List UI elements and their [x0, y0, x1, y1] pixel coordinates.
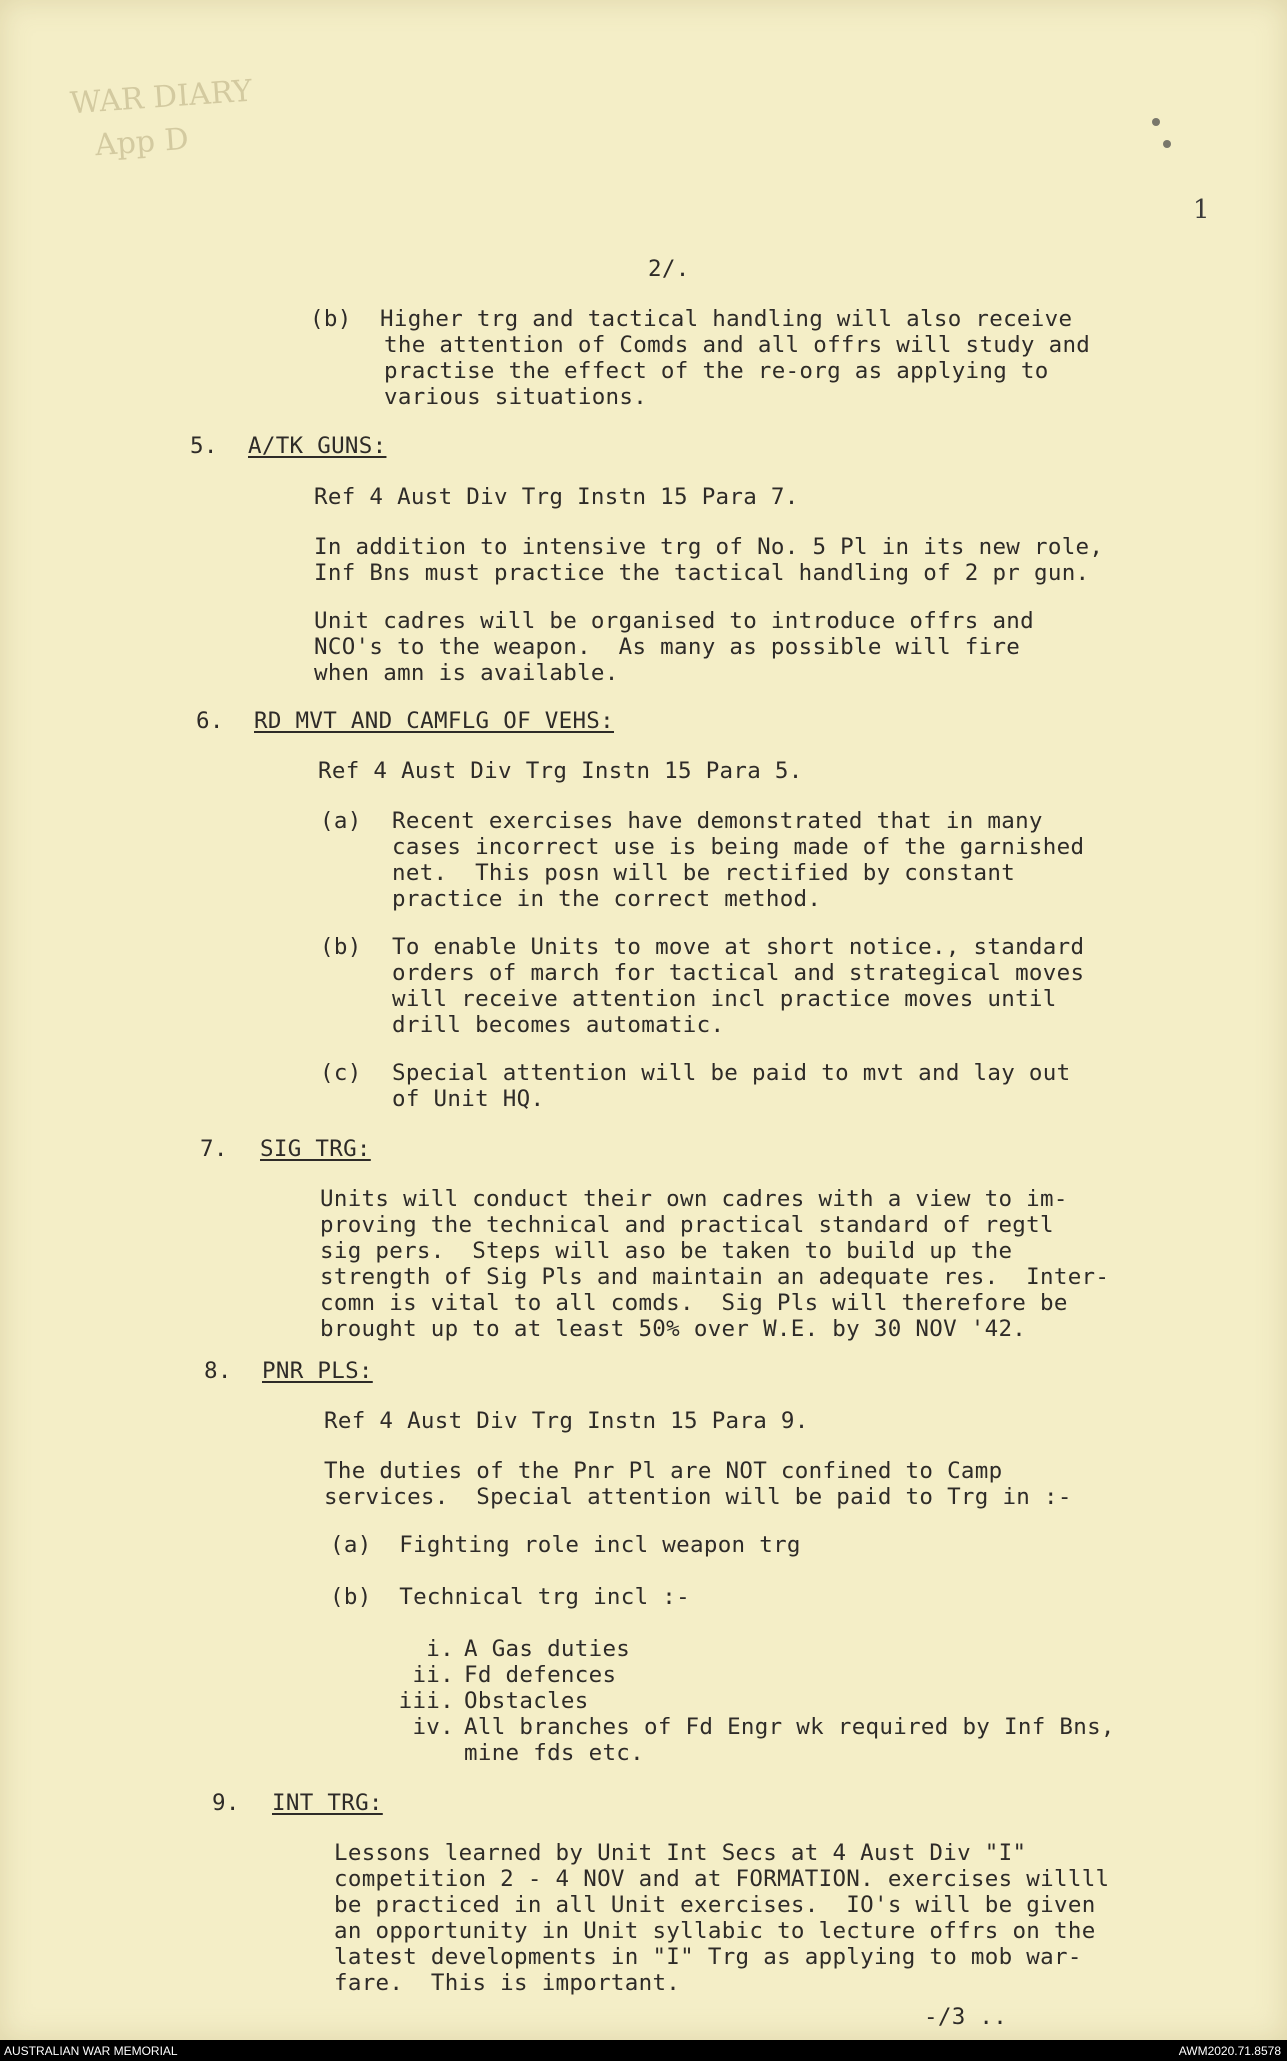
text-line: of Unit HQ. — [392, 1086, 545, 1112]
text-line: services. Special attention will be paid to Trg in :- — [324, 1484, 1072, 1510]
list-item: (a) Fighting role incl weapon trg — [330, 1532, 801, 1558]
punch-mark — [1163, 140, 1171, 148]
footer-source: AUSTRALIAN WAR MEMORIAL — [4, 2044, 178, 2058]
section-heading: RD MVT AND CAMFLG OF VEHS: — [254, 708, 614, 734]
sub-item-continued: mine fds etc. — [464, 1740, 644, 1766]
list-item: (b) Technical trg incl :- — [330, 1584, 690, 1610]
text-line: competition 2 - 4 NOV and at FORMATION. exercises willll — [334, 1866, 1110, 1892]
text-line: when amn is available. — [314, 660, 619, 686]
text-line: net. This posn will be rectified by constant — [392, 860, 1016, 886]
text-line: various situations. — [384, 384, 648, 410]
faint-ink-mark: WAR DIARY — [69, 73, 254, 122]
section-number: 7. — [200, 1136, 228, 1162]
text-line: To enable Units to move at short notice., standard — [392, 934, 1085, 960]
sub-item: Obstacles — [464, 1688, 589, 1714]
section-number: 8. — [204, 1358, 232, 1384]
text-line: sig pers. Steps will aso be taken to build up the — [320, 1238, 1013, 1264]
text-line: Special attention will be paid to mvt and lay out — [392, 1060, 1071, 1086]
text-line: will receive attention incl practice moves until — [392, 986, 1057, 1012]
section-number: 5. — [190, 433, 218, 459]
text-line: fare. This is important. — [334, 1970, 681, 1996]
reference-line: Ref 4 Aust Div Trg Instn 15 Para 7. — [314, 484, 799, 510]
item-marker: (b) — [310, 306, 352, 332]
text-line: Units will conduct their own cadres with a view to im- — [320, 1186, 1068, 1212]
text-line: The duties of the Pnr Pl are NOT confined to Camp — [324, 1458, 1003, 1484]
text-line: an opportunity in Unit syllabic to lecture offrs on the — [334, 1918, 1096, 1944]
footer-strip — [0, 2040, 1287, 2061]
text-line: drill becomes automatic. — [392, 1012, 725, 1038]
item-marker: (b) — [320, 934, 362, 960]
footer-reference: AWM2020.71.8578 — [1178, 2044, 1281, 2058]
text-line: the attention of Comds and all offrs will study and — [384, 332, 1091, 358]
text-line: Unit cadres will be organised to introduce offrs and — [314, 608, 1034, 634]
punch-mark — [1152, 118, 1160, 126]
text-line: be practiced in all Unit exercises. IO's will be given — [334, 1892, 1096, 1918]
corner-mark: 1 — [1193, 195, 1210, 225]
section-heading: SIG TRG: — [260, 1136, 371, 1162]
text-line: practise the effect of the re-org as applying to — [384, 358, 1049, 384]
section-number: 9. — [212, 1790, 240, 1816]
text-line: brought up to at least 50% over W.E. by 30 NOV '42. — [320, 1316, 1027, 1342]
sub-item: A Gas duties — [464, 1636, 631, 1662]
section-heading: INT TRG: — [272, 1790, 383, 1816]
text-line: Lessons learned by Unit Int Secs at 4 Aust Div "I" — [334, 1840, 1027, 1866]
next-page-indicator: -/3 .. — [924, 2004, 1008, 2030]
roman-numeral: iii. — [398, 1688, 454, 1714]
text-line: comn is vital to all comds. Sig Pls will therefore be — [320, 1290, 1068, 1316]
item-marker: (a) — [320, 808, 362, 834]
section-number: 6. — [196, 708, 224, 734]
item-marker: (c) — [320, 1060, 362, 1086]
roman-numeral: ii. — [412, 1662, 454, 1688]
text-line: In addition to intensive trg of No. 5 Pl in its new role, — [314, 534, 1104, 560]
text-line: latest developments in "I" Trg as applying to mob war- — [334, 1944, 1082, 1970]
faint-ink-mark: App D — [93, 121, 190, 164]
section-heading: PNR PLS: — [262, 1358, 373, 1384]
roman-numeral: iv. — [412, 1714, 454, 1740]
sub-item: Fd defences — [464, 1662, 617, 1688]
text-line: cases incorrect use is being made of the garnished — [392, 834, 1085, 860]
text-line: practice in the correct method. — [392, 886, 822, 912]
roman-numeral: i. — [426, 1636, 454, 1662]
sub-item: All branches of Fd Engr wk required by Inf Bns, — [464, 1714, 1115, 1740]
reference-line: Ref 4 Aust Div Trg Instn 15 Para 9. — [324, 1408, 809, 1434]
section-heading: A/TK GUNS: — [248, 433, 387, 459]
text-line: proving the technical and practical standard of regtl — [320, 1212, 1054, 1238]
reference-line: Ref 4 Aust Div Trg Instn 15 Para 5. — [318, 758, 803, 784]
text-line: Inf Bns must practice the tactical handling of 2 pr gun. — [314, 560, 1090, 586]
text-line: orders of march for tactical and strategical moves — [392, 960, 1085, 986]
text-line: strength of Sig Pls and maintain an adequate res. Inter- — [320, 1264, 1110, 1290]
text-line: Recent exercises have demonstrated that in many — [392, 808, 1043, 834]
page-number: 2/. — [648, 256, 690, 282]
text-line: NCO's to the weapon. As many as possible will fire — [314, 634, 1021, 660]
text-line: Higher trg and tactical handling will also receive — [380, 306, 1073, 332]
